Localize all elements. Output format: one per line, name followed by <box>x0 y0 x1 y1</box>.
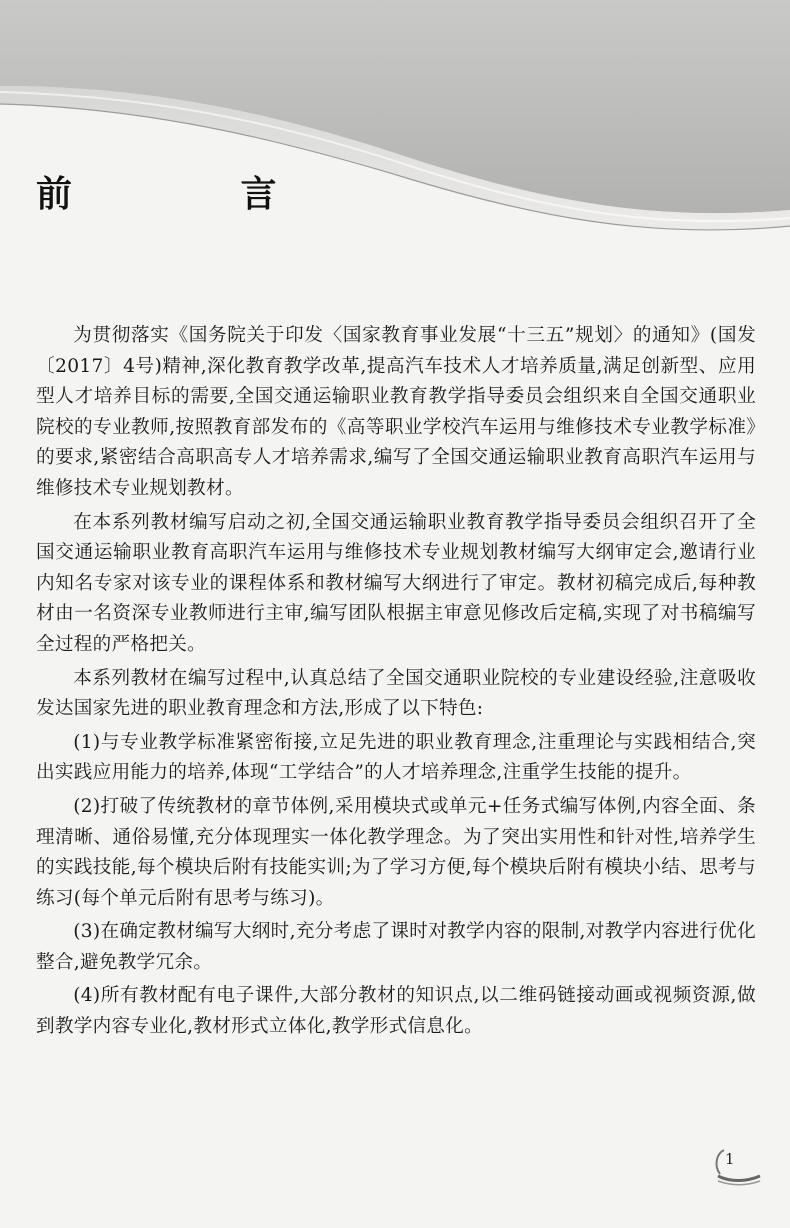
paragraph: (3)在确定教材编写大纲时,充分考虑了课时对教学内容的限制,对教学内容进行优化整合,避免教学冗余。 <box>36 921 756 973</box>
page-number-badge <box>708 1148 768 1188</box>
paragraph: 为贯彻落实《国务院关于印发〈国家教育事业发展“十三五”规划〉的通知》(国发〔2017〕4号)精神,深化教育教学改革,提高汽车技术人才培养质量,满足创新型、应用型人才培养目标的需要,全国交通运输职业教育教学指导委员会组织来自全国交通职业院校的专业教师,按照教育部发布的《高等职业学校汽车运用与维修技术专业教学标准》的要求,紧密结合高职高专人才培养需求,编写了全国交通运输职业教育高职汽车运用与维修技术专业规划教材。 <box>36 325 756 499</box>
page-title: 前 言 <box>36 173 355 215</box>
page-number-ornament <box>708 1148 768 1188</box>
paragraph: 在本系列教材编写启动之初,全国交通运输职业教育教学指导委员会组织召开了全国交通运输职业教育高职汽车运用与维修技术专业规划教材编写大纲审定会,邀请行业内知名专家对该专业的课程体系和教材编写大纲进行了审定。教材初稿完成后,每种教材由一名资深专业教师进行主审,编写团队根据主审意见修改后定稿,实现了对书稿编写全过程的严格把关。 <box>36 511 756 655</box>
preface-body <box>36 321 756 1046</box>
paragraph: (1)与专业教学标准紧密衔接,立足先进的职业教育理念,注重理论与实践相结合,突出实践应用能力的培养,体现“工学结合”的人才培养理念,注重学生技能的提升。 <box>36 731 756 784</box>
paragraph: (4)所有教材配有电子课件,大部分教材的知识点,以二维码链接动画或视频资源,做到教学内容专业化,教材形式立体化,教学形式信息化。 <box>36 985 756 1038</box>
page-number: 1 <box>725 1150 735 1168</box>
paragraph: 本系列教材在编写过程中,认真总结了全国交通职业院校的专业建设经验,注意吸收发达国家先进的职业教育理念和方法,形成了以下特色: <box>36 667 756 720</box>
paragraph: (2)打破了传统教材的章节体例,采用模块式或单元+任务式编写体例,内容全面、条理清晰、通俗易懂,充分体现理实一体化教学理念。为了突出实用性和针对性,培养学生的实践技能,每个模块后附有技能实训;为了学习方便,每个模块后附有模块小结、思考与练习(每个单元后附有思考与练习)。 <box>36 795 756 909</box>
